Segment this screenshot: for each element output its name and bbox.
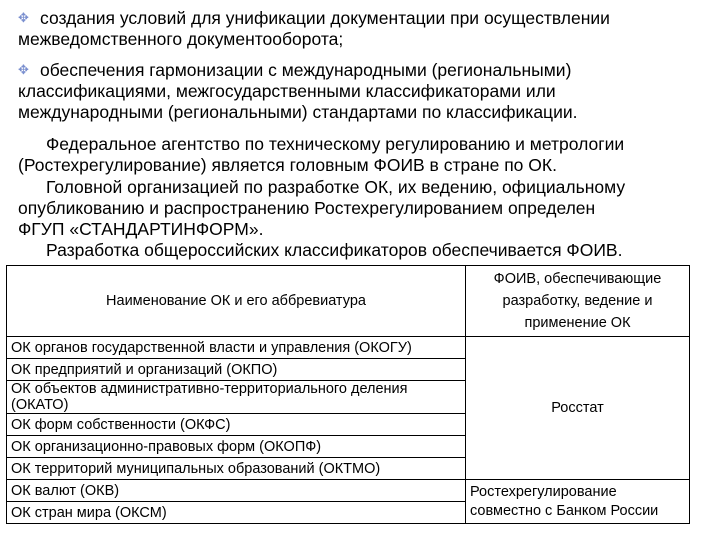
para-line: Головной организацией по разработке ОК, их ведению, официальному bbox=[46, 177, 626, 197]
bullet-line: классификациями, межгосударственными классификаторами или bbox=[18, 81, 556, 101]
table-row bbox=[7, 480, 690, 502]
bullet-line: создания условий для унификации документации при осуществлении bbox=[40, 8, 610, 28]
table-cell: ОК форм собственности (ОКФС) bbox=[7, 414, 466, 436]
bullet-item-unification bbox=[18, 7, 708, 50]
bullet-icon: ✥ bbox=[18, 10, 29, 25]
table-row bbox=[7, 337, 690, 359]
bullet-icon: ✥ bbox=[18, 62, 29, 77]
para-line: ФГУП «СТАНДАРТИНФОРМ». bbox=[18, 219, 264, 239]
table-header-row bbox=[7, 266, 690, 337]
paragraph-standartinform bbox=[18, 177, 708, 240]
bullet-line: международными (региональными) стандартами по классификации. bbox=[18, 102, 578, 122]
ok-table bbox=[6, 265, 690, 524]
rosstat-cell: Росстат bbox=[466, 337, 690, 480]
para-line: Разработка общероссийских классификаторов обеспечивается ФОИВ. bbox=[46, 240, 623, 260]
header-foiv: ФОИВ, обеспечивающие разработку, ведение и применение ОК bbox=[466, 266, 690, 337]
para-line: Федеральное агентство по техническому регулированию и метрологии bbox=[46, 134, 625, 154]
bullet-line: обеспечения гармонизации с международными (региональными) bbox=[40, 60, 572, 80]
paragraph-rostekh bbox=[18, 134, 708, 176]
table-cell: ОК объектов административно-территориального деления (ОКАТО) bbox=[7, 381, 466, 414]
rostekh-cell: Ростехрегулирование совместно с Банком России bbox=[466, 480, 690, 524]
para-line: опубликованию и распространению Ростехрегулированием определен bbox=[18, 198, 596, 218]
table-cell: ОК валют (ОКВ) bbox=[7, 480, 466, 502]
para-line: (Ростехрегулирование) является головным ФОИВ в стране по ОК. bbox=[18, 155, 557, 175]
table-cell: ОК организационно-правовых форм (ОКОПФ) bbox=[7, 436, 466, 458]
table-cell: ОК стран мира (ОКСМ) bbox=[7, 502, 466, 524]
table-cell: ОК органов государственной власти и управления (ОКОГУ) bbox=[7, 337, 466, 359]
bullet-item-harmonization bbox=[18, 59, 708, 123]
table-cell: ОК предприятий и организаций (ОКПО) bbox=[7, 359, 466, 381]
table-cell: ОК территорий муниципальных образований (ОКТМО) bbox=[7, 458, 466, 480]
bullet-line: межведомственного документооборота; bbox=[18, 29, 344, 49]
header-ok-name: Наименование ОК и его аббревиатура bbox=[7, 266, 466, 337]
paragraph-development bbox=[18, 240, 708, 261]
